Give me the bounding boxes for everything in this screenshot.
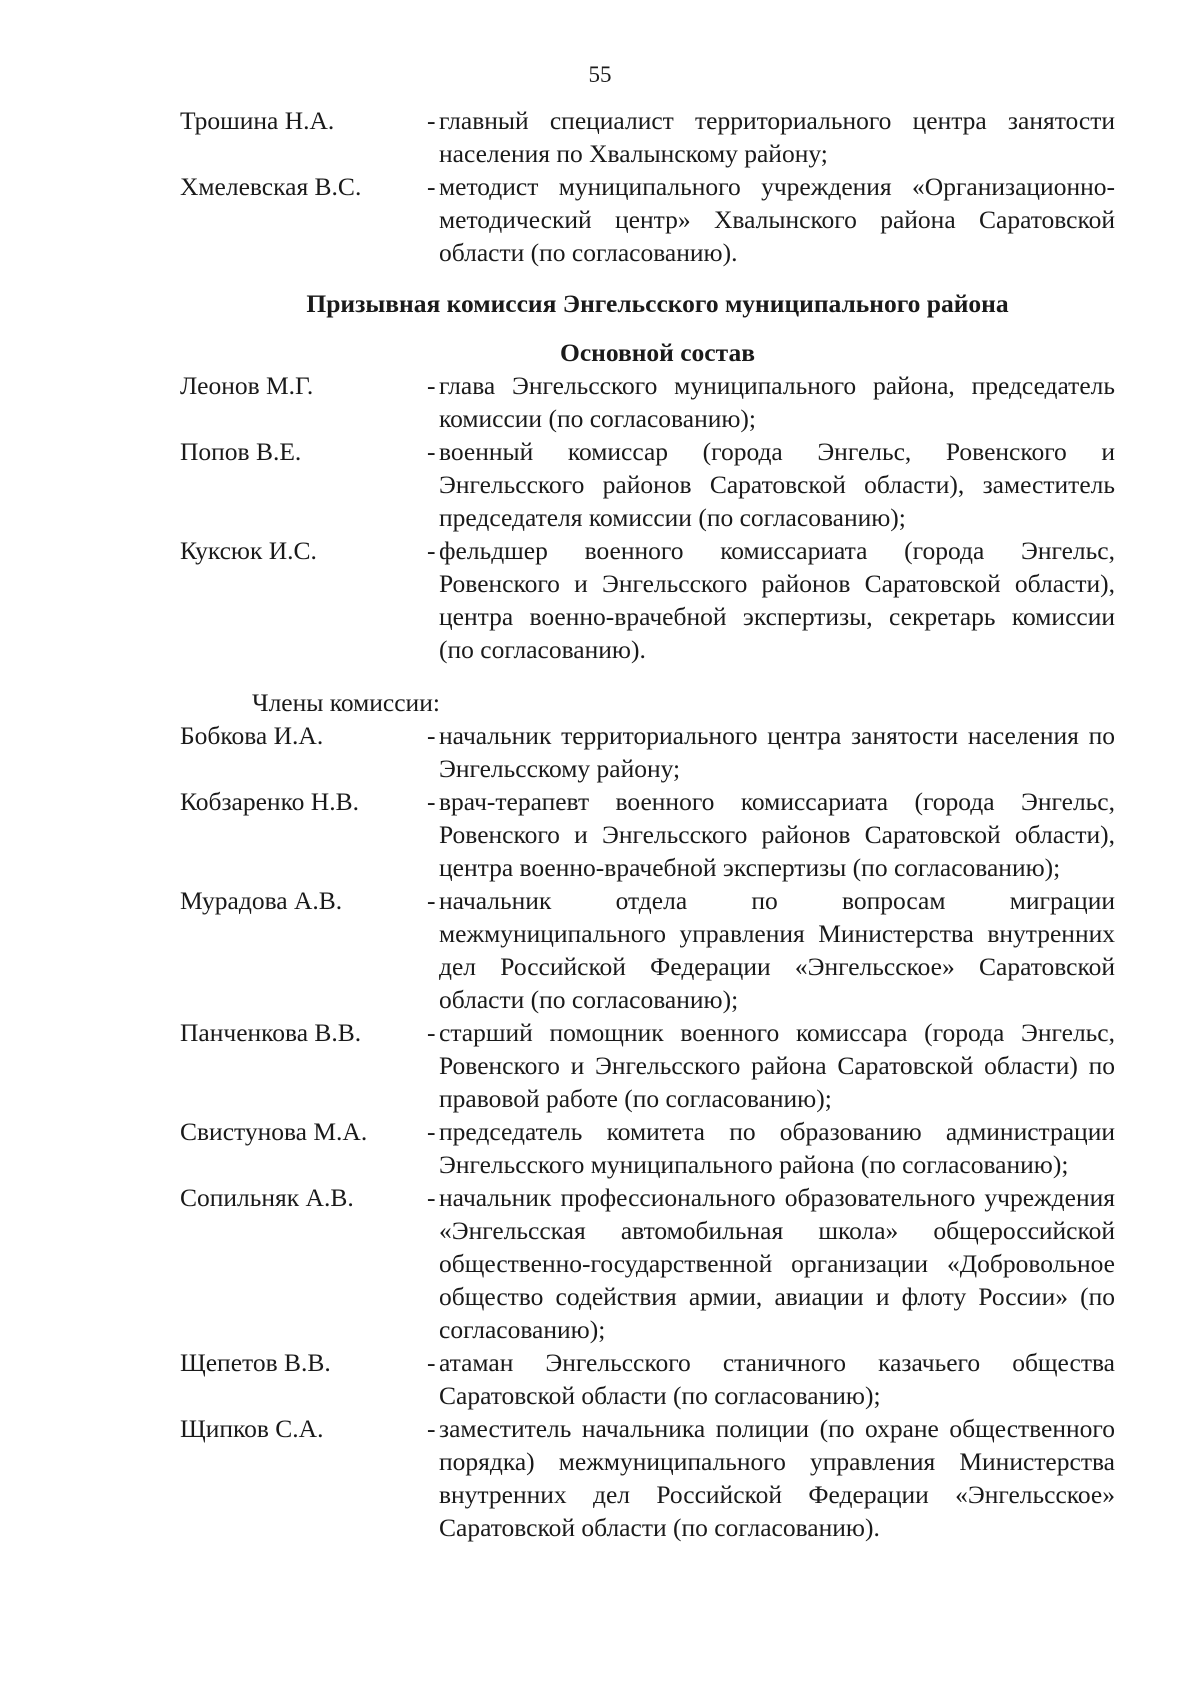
person-name: Бобкова И.А.	[180, 721, 324, 750]
page-number: 55	[588, 62, 612, 87]
person-row	[180, 719, 1115, 785]
person-name: Хмелевская В.С.	[180, 172, 362, 201]
person-position: - военный комиссар (города Энгельс, Ровенского и Энгельсского районов Саратовской области), заместитель председателя комиссии (по согласованию);	[423, 435, 1115, 534]
person-row	[180, 534, 1115, 666]
person-position: - заместитель начальника полиции (по охране общественного порядка) межмуниципального управления Министерства внутренних дел Российской Федерации «Энгельсское» Саратовской области (по согласованию).	[423, 1412, 1115, 1544]
person-position: - старший помощник военного комиссара (города Энгельс, Ровенского и Энгельсского района Саратовской области) по правовой работе (по согласованию);	[423, 1016, 1115, 1115]
person-row	[180, 1016, 1115, 1115]
person-name: Щипков С.А.	[180, 1414, 324, 1443]
person-position: - врач-терапевт военного комиссариата (города Энгельс, Ровенского и Энгельсского районов Саратовской области), центра военно-врачебной экспертизы (по согласованию);	[423, 785, 1115, 884]
person-name: Куксюк И.С.	[180, 536, 317, 565]
person-name: Попов В.Е.	[180, 437, 302, 466]
person-name: Леонов М.Г.	[180, 371, 314, 400]
person-row	[180, 1412, 1115, 1544]
person-position: - фельдшер военного комиссариата (города Энгельс, Ровенского и Энгельсского районов Саратовской области), центра военно-врачебной экспертизы, секретарь комиссии (по согласованию).	[423, 534, 1115, 666]
person-name: Мурадова А.В.	[180, 886, 343, 915]
person-row	[180, 104, 1115, 170]
person-name: Свистунова М.А.	[180, 1117, 368, 1146]
person-row	[180, 435, 1115, 534]
members-label: Члены комиссии:	[252, 688, 440, 717]
person-name: Панченкова В.В.	[180, 1018, 362, 1047]
main-composition-title: Основной состав	[560, 338, 755, 367]
person-row	[180, 884, 1115, 1016]
person-name: Щепетов В.В.	[180, 1348, 331, 1377]
person-row	[180, 1115, 1115, 1181]
person-position: - председатель комитета по образованию администрации Энгельсского муниципального района (по согласованию);	[423, 1115, 1115, 1181]
person-position: - методист муниципального учреждения «Организационно-методический центр» Хвалынского района Саратовской области (по согласованию).	[423, 170, 1115, 269]
person-name: Трошина Н.А.	[180, 106, 335, 135]
document-body	[180, 104, 1115, 1544]
person-position: - глава Энгельсского муниципального района, председатель комиссии (по согласованию);	[423, 369, 1115, 435]
person-name: Кобзаренко Н.В.	[180, 787, 359, 816]
person-position: - атаман Энгельсского станичного казачьего общества Саратовской области (по согласованию);	[423, 1346, 1115, 1412]
person-position: - начальник территориального центра занятости населения по Энгельсскому району;	[423, 719, 1115, 785]
person-row	[180, 785, 1115, 884]
person-row	[180, 369, 1115, 435]
person-row	[180, 170, 1115, 269]
person-name: Сопильняк А.В.	[180, 1183, 354, 1212]
commission-title: Призывная комиссия Энгельсского муниципального района	[306, 289, 1009, 318]
person-position: - главный специалист территориального центра занятости населения по Хвалынскому району;	[423, 104, 1115, 170]
person-position: - начальник отдела по вопросам миграции межмуниципального управления Министерства внутренних дел Российской Федерации «Энгельсское» Саратовской области (по согласованию);	[423, 884, 1115, 1016]
person-row	[180, 1181, 1115, 1346]
person-row	[180, 1346, 1115, 1412]
person-position: - начальник профессионального образовательного учреждения «Энгельсская автомобильная школа» общероссийской общественно-государственной организации «Добровольное общество содействия армии, авиации и флоту России» (по согласованию);	[423, 1181, 1115, 1346]
